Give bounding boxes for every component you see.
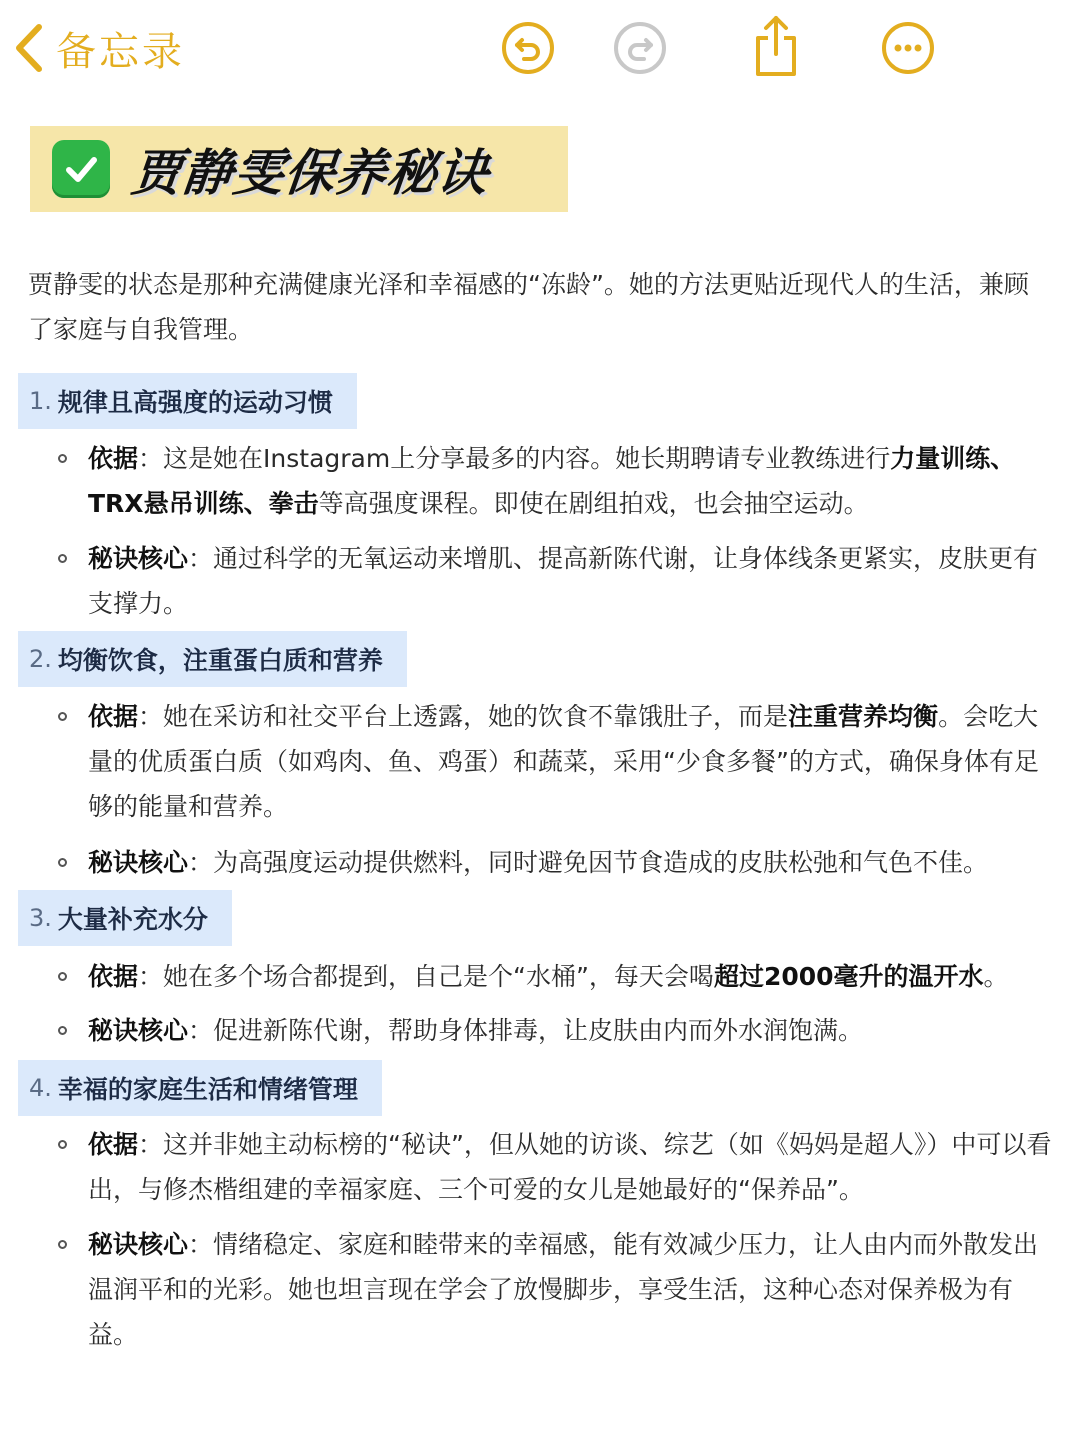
back-button[interactable]: [14, 20, 185, 76]
note-title-banner: [30, 126, 568, 212]
section-title: 均衡饮食，注重蛋白质和营养: [57, 646, 383, 675]
bullet-label: 秘诀核心: [88, 848, 189, 877]
chevron-left-icon: [14, 23, 44, 73]
bullet-label: 依据: [88, 702, 139, 731]
redo-icon: [612, 20, 668, 76]
share-button[interactable]: [748, 14, 804, 78]
more-icon: [880, 20, 936, 76]
list-item: 依据：她在多个场合都提到，自己是个“水桶”，每天会喝超过2000毫升的温开水。: [88, 954, 1053, 999]
bullet-icon: [58, 858, 67, 867]
bullet-label: 秘诀核心: [88, 544, 189, 573]
section-number: 4.: [29, 1074, 52, 1102]
section-heading: [18, 373, 357, 429]
bullet-label: 依据: [88, 444, 139, 473]
section-number: 3.: [29, 904, 52, 932]
note-title: 贾静雯保养秘诀: [128, 144, 492, 202]
bullet-icon: [58, 454, 67, 463]
list-item: 秘诀核心：促进新陈代谢，帮助身体排毒，让皮肤由内而外水润饱满。: [88, 1008, 1053, 1053]
more-button[interactable]: [880, 20, 936, 76]
bullet-label: 秘诀核心: [88, 1016, 189, 1045]
list-item: 依据：她在采访和社交平台上透露，她的饮食不靠饿肚子，而是注重营养均衡。会吃大量的优质蛋白质（如鸡肉、鱼、鸡蛋）和蔬菜，采用“少食多餐”的方式，确保身体有足够的能量和营养。: [88, 694, 1053, 829]
top-toolbar: [0, 0, 1080, 100]
check-mark-icon: [52, 140, 110, 198]
list-item: 秘诀核心：情绪稳定、家庭和睦带来的幸福感，能有效减少压力，让人由内而外散发出温润平和的光彩。她也坦言现在学会了放慢脚步，享受生活，这种心态对保养极为有益。: [88, 1222, 1053, 1357]
bullet-icon: [58, 712, 67, 721]
section-title: 规律且高强度的运动习惯: [57, 388, 333, 417]
section-heading: [18, 1060, 382, 1116]
bullet-icon: [58, 972, 67, 981]
bullet-label: 依据: [88, 962, 139, 991]
list-item: 秘诀核心：通过科学的无氧运动来增肌、提高新陈代谢，让身体线条更紧实，皮肤更有支撑力。: [88, 536, 1053, 626]
back-label: 备忘录: [56, 28, 185, 75]
section-title: 大量补充水分: [57, 905, 208, 934]
section-title: 幸福的家庭生活和情绪管理: [57, 1075, 358, 1104]
bullet-icon: [58, 1026, 67, 1035]
section-number: 1.: [29, 387, 52, 415]
section-number: 2.: [29, 645, 52, 673]
list-item: 依据：这是她在Instagram上分享最多的内容。她长期聘请专业教练进行力量训练、TRX悬吊训练、拳击等高强度课程。即使在剧组拍戏，也会抽空运动。: [88, 436, 1053, 526]
undo-icon: [500, 20, 556, 76]
section-heading: [18, 631, 407, 687]
bullet-label: 秘诀核心: [88, 1230, 189, 1259]
redo-button[interactable]: [612, 20, 668, 76]
undo-button[interactable]: [500, 20, 556, 76]
bullet-icon: [58, 554, 67, 563]
share-icon: [748, 14, 804, 78]
list-item: 秘诀核心：为高强度运动提供燃料，同时避免因节食造成的皮肤松弛和气色不佳。: [88, 840, 1053, 885]
list-item: 依据：这并非她主动标榜的“秘诀”，但从她的访谈、综艺（如《妈妈是超人》）中可以看出，与修杰楷组建的幸福家庭、三个可爱的女儿是她最好的“保养品”。: [88, 1122, 1053, 1212]
section-heading: [18, 890, 232, 946]
bullet-label: 依据: [88, 1130, 139, 1159]
bullet-icon: [58, 1140, 67, 1149]
bullet-icon: [58, 1240, 67, 1249]
intro-paragraph: 贾静雯的状态是那种充满健康光泽和幸福感的“冻龄”。她的方法更贴近现代人的生活，兼顾了家庭与自我管理。: [28, 270, 1029, 344]
